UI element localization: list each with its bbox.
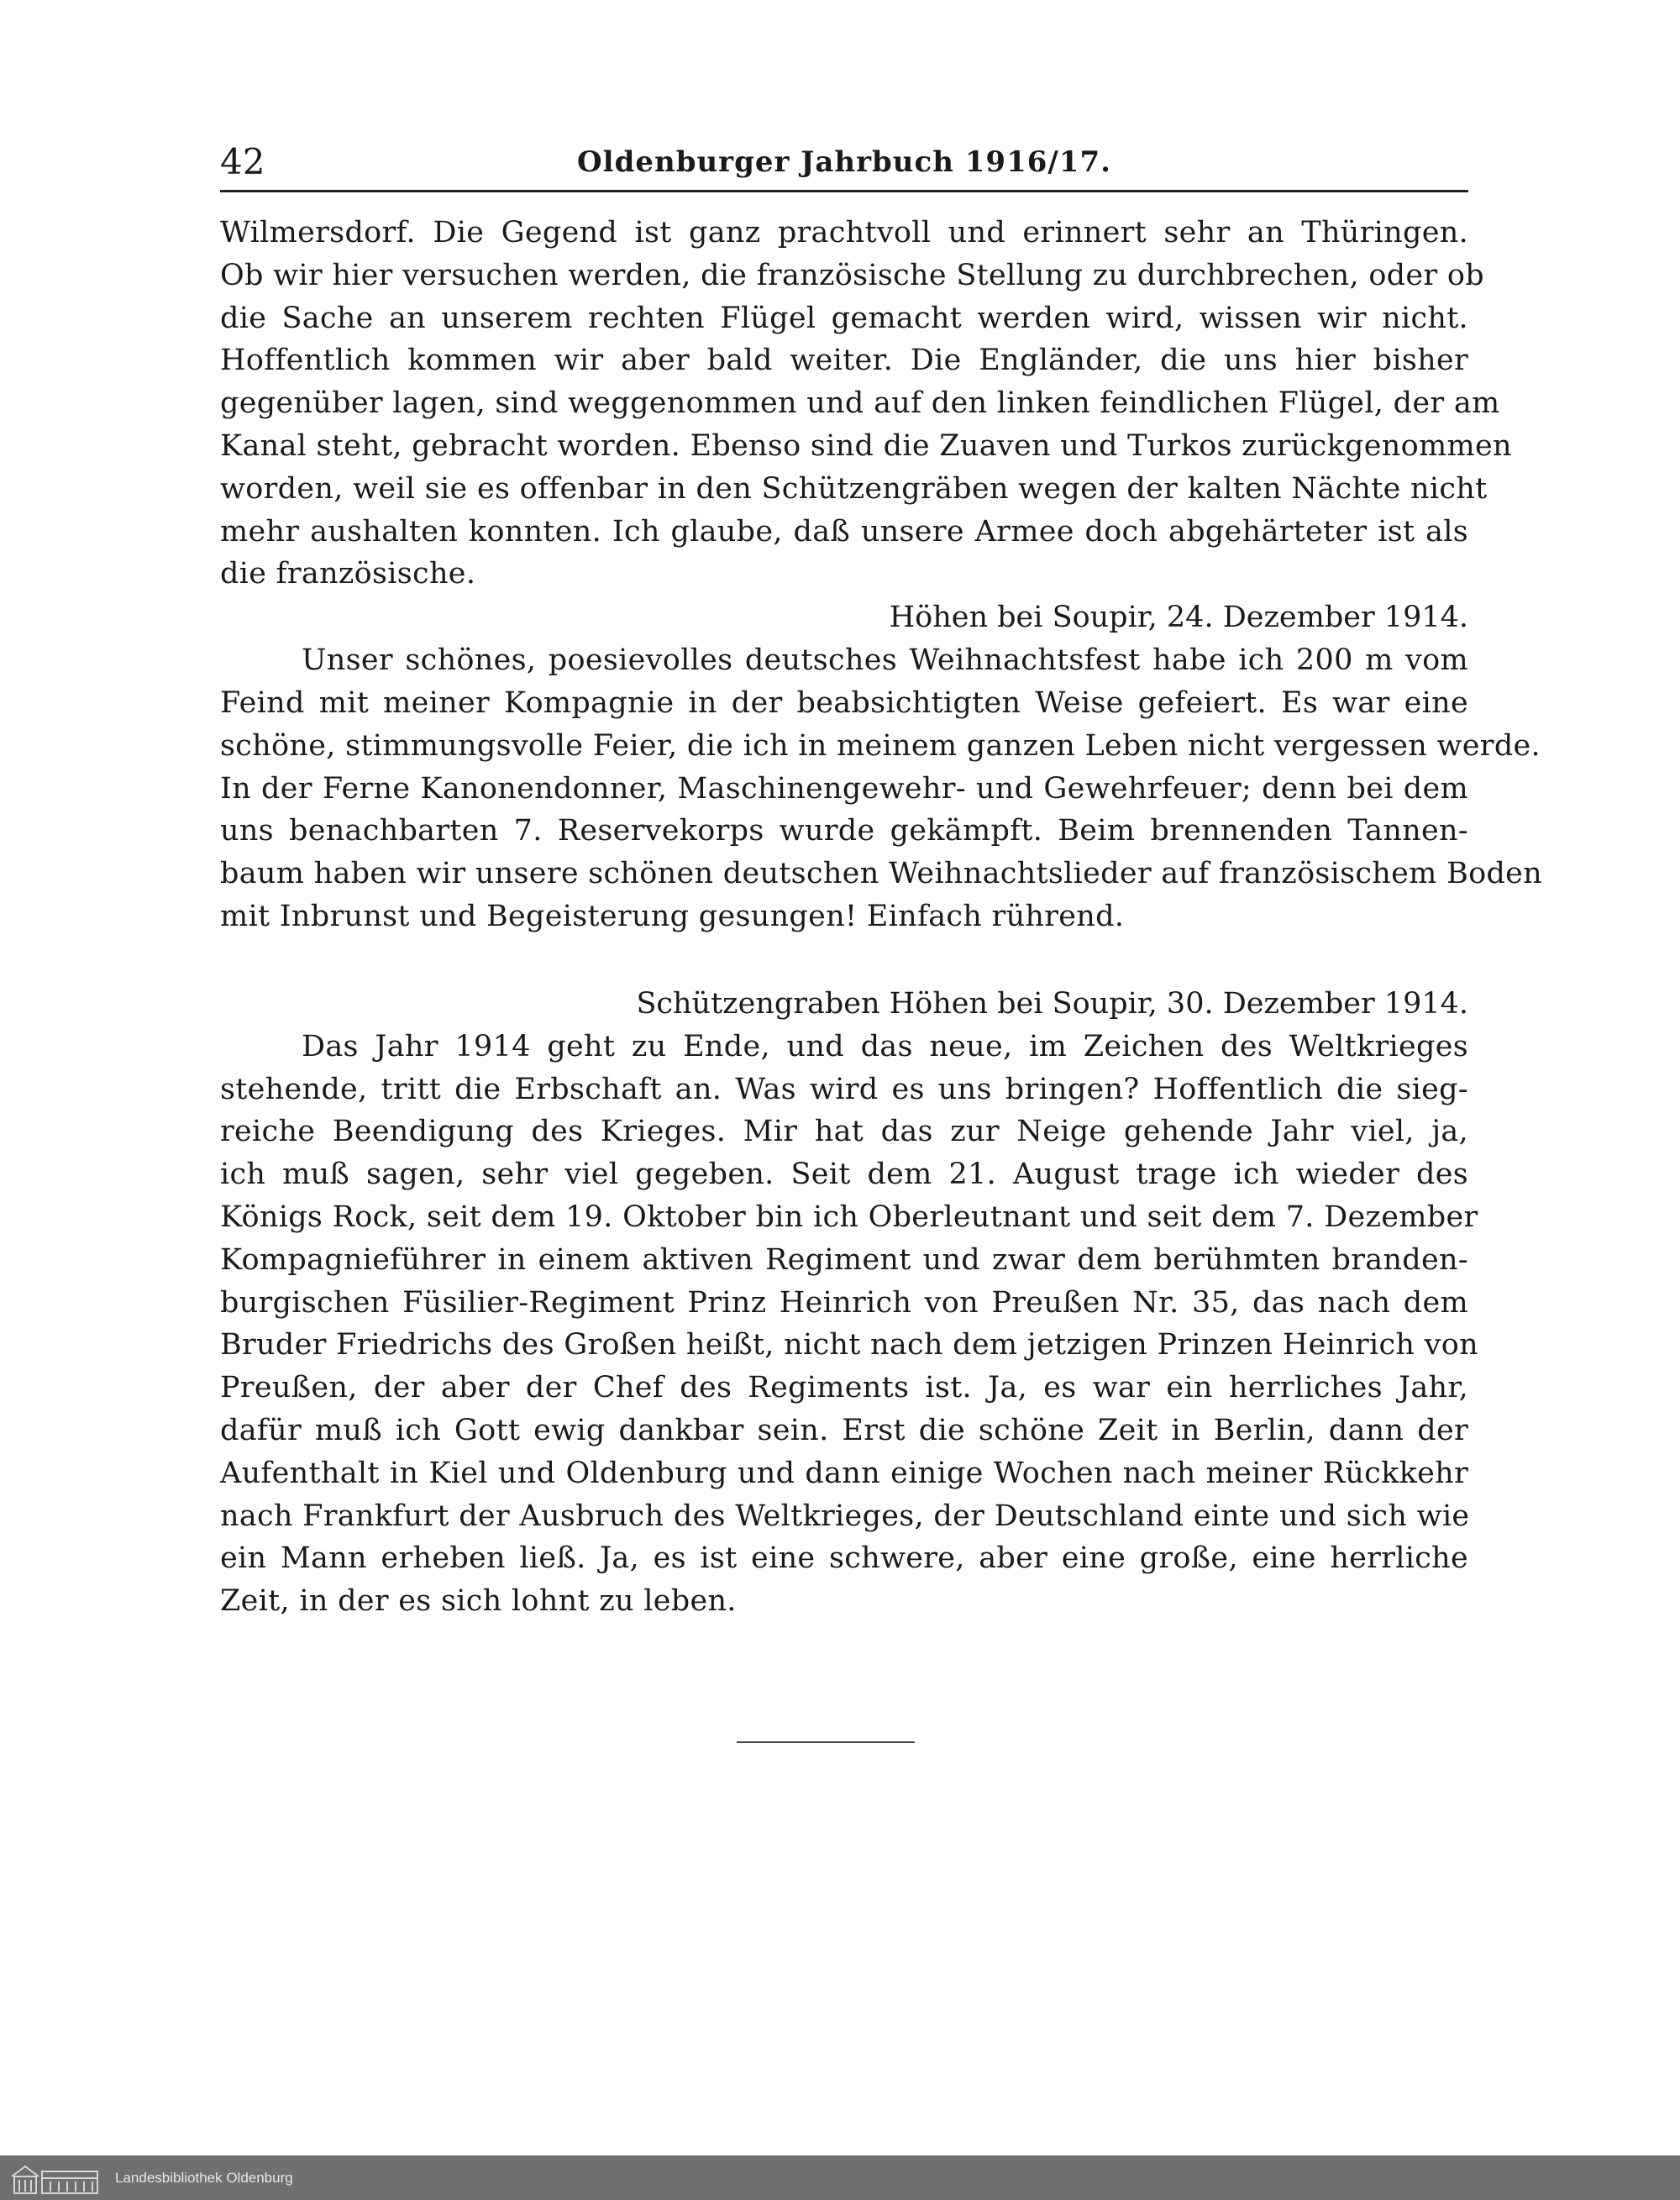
text-line: die Sache an unserem rechten Flügel gemacht werden wird, wissen wir nicht. <box>220 301 1468 335</box>
text-line: Feind mit meiner Kompagnie in der beabsichtigten Weise gefeiert. Es war eine <box>220 685 1468 720</box>
text-line: Zeit, in der es sich lohnt zu leben. <box>220 1584 737 1619</box>
letter-new-year-1914 <box>220 982 1478 1623</box>
text-line: Hoffentlich kommen wir aber bald weiter. Die Engländer, die uns hier bisher <box>220 344 1468 378</box>
library-name: Landesbibliothek Oldenburg <box>115 2170 293 2186</box>
text-line: Das Jahr 1914 geht zu Ende, und das neue, im Zeichen des Weltkrieges <box>302 1029 1468 1063</box>
text-line: reiche Beendigung des Krieges. Mir hat das zur Neige gehende Jahr viel, ja, <box>220 1115 1468 1149</box>
text-line: Preußen, der aber der Chef des Regiments ist. Ja, es war ein herrliches Jahr, <box>220 1371 1468 1405</box>
running-title: Oldenburger Jahrbuch 1916/17. <box>577 145 1111 179</box>
text-line: schöne, stimmungsvolle Feier, die ich in meinem ganzen Leben nicht vergessen werde. <box>220 728 1541 763</box>
footer-bar <box>0 2155 1680 2200</box>
section-spacer <box>220 938 1468 982</box>
page-header <box>220 141 1468 192</box>
letter-wilmersdorf <box>220 212 1512 596</box>
text-line: burgischen Füsilier-Regiment Prinz Heinrich von Preußen Nr. 35, das nach dem <box>220 1285 1468 1320</box>
library-building-icon <box>10 2163 101 2195</box>
text-line: uns benachbarten 7. Reservekorps wurde gekämpft. Beim brennenden Tannen- <box>220 814 1468 848</box>
text-line: mehr aushalten konnten. Ich glaube, daß unsere Armee doch abgehärteter ist als <box>220 514 1468 549</box>
text-line: dafür muß ich Gott ewig dankbar sein. Erst die schöne Zeit in Berlin, dann der <box>220 1413 1468 1447</box>
text-line: Bruder Friedrichs des Großen heißt, nicht nach dem jetzigen Prinzen Heinrich von <box>220 1328 1478 1363</box>
text-line: Kanal steht, gebracht worden. Ebenso sind die Zuaven und Turkos zurückgenommen <box>220 428 1512 463</box>
text-line: die französische. <box>220 557 476 591</box>
body-text <box>220 212 1543 1623</box>
text-line: mit Inbrunst und Begeisterung gesungen! Einfach rührend. <box>220 899 1125 933</box>
text-line: baum haben wir unsere schönen deutschen Weihnachtslieder auf französischem Boden <box>220 857 1543 891</box>
text-line: Ob wir hier versuchen werden, die französische Stellung zu durchbrechen, oder ob <box>220 258 1484 292</box>
text-line: worden, weil sie es offenbar in den Schützengräben wegen der kalten Nächte nicht <box>220 471 1488 506</box>
dateline: Schützengraben Höhen bei Soupir, 30. Dezember 1914. <box>636 986 1468 1021</box>
text-line: stehende, tritt die Erbschaft an. Was wird es uns bringen? Hoffentlich die sieg- <box>220 1072 1468 1106</box>
text-line: Unser schönes, poesievolles deutsches Weihnachtsfest habe ich 200 m vom <box>302 643 1468 678</box>
text-line: Wilmersdorf. Die Gegend ist ganz prachtvoll und erinnert sehr an Thüringen. <box>220 216 1468 249</box>
text-line: Kompagnieführer in einem aktiven Regiment und zwar dem berühmten branden- <box>220 1242 1468 1277</box>
text-line: ich muß sagen, sehr viel gegeben. Seit dem 21. August trage ich wieder des <box>220 1158 1468 1192</box>
text-line: Königs Rock, seit dem 19. Oktober bin ich Oberleutnant und seit dem 7. Dezember <box>220 1200 1478 1234</box>
text-line: nach Frankfurt der Ausbruch des Weltkrieges, der Deutschland einte und sich wie <box>220 1499 1470 1533</box>
text-line: ein Mann erheben ließ. Ja, es ist eine schwere, aber eine große, eine herrliche <box>220 1541 1468 1576</box>
page-number: 42 <box>220 141 265 182</box>
text-line: In der Ferne Kanonendonner, Maschinengewehr- und Gewehrfeuer; denn bei dem <box>220 771 1468 806</box>
text-line: Aufenthalt in Kiel und Oldenburg und dann einige Wochen nach meiner Rückkehr <box>220 1456 1468 1490</box>
dateline: Höhen bei Soupir, 24. Dezember 1914. <box>889 601 1468 635</box>
letter-christmas-1914 <box>220 596 1543 938</box>
end-rule <box>737 1741 915 1743</box>
text-line: gegenüber lagen, sind weggenommen und auf den linken feindlichen Flügel, der am <box>220 386 1500 421</box>
